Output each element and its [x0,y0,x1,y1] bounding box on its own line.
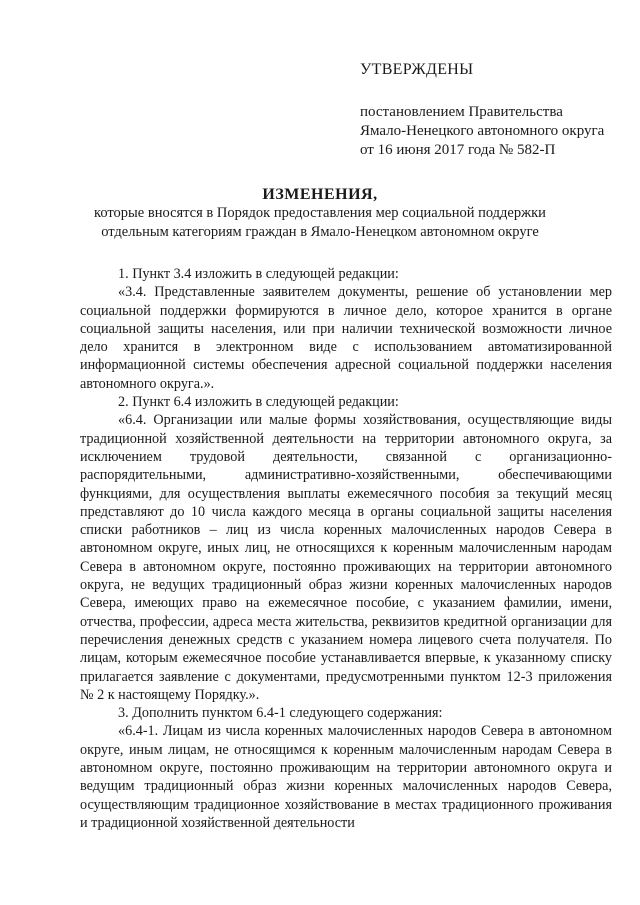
paragraph-3: 2. Пункт 6.4 изложить в следующей редакции: [118,394,399,411]
approval-line-1: постановлением Правительства [360,104,563,120]
document-body [80,265,612,832]
document-title: ИЗМЕНЕНИЯ, [262,186,378,203]
approval-block [360,60,620,160]
paragraph-5: 3. Дополнить пунктом 6.4-1 следующего содержания: [118,705,443,722]
approval-heading: УТВЕРЖДЕНЫ [360,61,474,78]
paragraph-1: 1. Пункт 3.4 изложить в следующей редакции: [118,266,399,282]
approval-line-2: Ямало-Ненецкого автономного округа [360,123,605,139]
paragraph-6: «6.4-1. Лицам из числа коренных малочисленных народов Севера в автономном округе, иным лицам, не относящимся к коренным малочисленным народам Севера в автономном округе, постоянно проживающим на территории автономного округа и ведущим традиционный образ жизни коренных малочисленных народов Севера, осуществляющим традиционное хозяйствование в местах традиционного проживания и традиционной хозяйственной деятельности [80,723,612,831]
approval-line-3: от 16 июня 2017 года № 582-П [360,142,556,158]
document-subtitle: которые вносятся в Порядок предоставления мер социальной поддержки отдельным категориям граждан в Ямало-Ненецком автономном округе [94,205,546,240]
paragraph-4: «6.4. Организации или малые формы хозяйствования, осуществляющие виды традиционной хозяйственной деятельности на территории автономного округа, за исключением трудовой деятельности, связанной с организационно-распорядительными, административно-хозяйственными, обеспечивающими функциями, для осуществления выплаты ежемесячного пособия за текущий месяц представляют до 10 числа каждого месяца в органы социальной защиты населения списки работников – лиц из числа коренных малочисленных народов Севера в автономном округе, иных лиц, не относящихся к коренным малочисленным народам Севера в автономном округе, постоянно проживающих на территории автономного округа, не ведущих традиционный образ жизни коренных малочисленных народов Севера, имеющих право на ежемесячное пособие, с указанием фамилии, имени, отчества, профессии, адреса места жительства, реквизитов кредитной организации для перечисления денежных средств с указанием номера лицевого счета получателя. По лицам, которым ежемесячное пособие устанавливается впервые, к указанному списку прилагается заявление с документами, предусмотренными пунктом 12-3 приложения № 2 к настоящему Порядку.». [80,412,612,703]
paragraph-2: «3.4. Представленные заявителем документы, решение об установлении мер социальной поддержки формируются в личное дело, которое хранится в органе социальной защиты населения, или при наличии технической возможности личное дело хранится в электронном виде с использованием автоматизированной информационной системы обеспечения адресной социальной поддержки населения автономного округа.». [80,284,612,392]
